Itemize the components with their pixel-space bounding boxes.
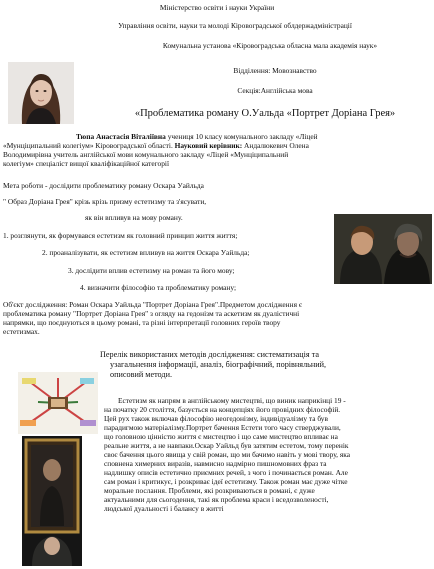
body-line-1: Естетизм як напрям в англійському мистецтві, що виник наприкінці 19 - <box>118 396 346 405</box>
task-4: 4. визначити філософію та проблематику роману; <box>80 283 237 292</box>
methods-line-1: Перелік використаних методів дослідження: систематизація та <box>100 350 320 359</box>
body-line-13: людської дуальності і балансу в житті <box>104 504 224 513</box>
author-name: Тюпа Анастасія Віталіївна <box>76 132 166 141</box>
aim-line-1: Мета роботи - дослідити проблематику роману Оскара Уайльда <box>3 181 204 190</box>
object-line-4: естетизмах. <box>3 327 40 336</box>
task-3: 3. дослідити вплив естетизму на роман та його мову; <box>68 266 235 275</box>
body-line-5: що головною цінністю життя є мистецтво і що саме мистецтво впливає на <box>104 432 338 441</box>
author-line-2 <box>3 141 309 150</box>
author-info-1: учениця 10 класу комунального закладу «Ліцей <box>165 132 318 141</box>
supervisor-label: Науковий керівник: <box>172 141 243 150</box>
aim-line-3: як він впливув на мову роману. <box>85 213 183 222</box>
division-line: Відділення: Мовознавство <box>233 66 317 75</box>
mind-map-image <box>18 372 98 434</box>
body-line-7: своє бачення цього явища у свій роман, що ми бачимо навіть у мові твору, яка <box>104 450 351 459</box>
page-title: «Проблематика роману О.Уальда «Портрет Доріана Грея» <box>134 108 396 119</box>
author-info-2: «Мунціципальний колегіум» Кіровоградської області. <box>3 141 173 150</box>
methods-line-2: узагальнення інформації, аналіз, біографічний, порівняльний, <box>110 360 327 369</box>
object-line-1: Об'єкт дослідження: Роман Оскара Уайльда "Портрет Доріана Грея".Предметом дослідження є <box>3 300 302 309</box>
body-line-4: парадигмою матеріалізму.Портрет бачення Естети того часу стверджували, <box>104 423 341 432</box>
body-line-9: надлишку описів естетично приємних речей, з чого і починається роман. Але <box>104 468 348 477</box>
methods-line-3: описовий методи. <box>110 370 172 379</box>
supervisor-name: Андалюкевич Олена <box>242 141 309 150</box>
task-1: 1. розглянути, як формувався естетизм як головний принцип життя життя; <box>3 231 238 240</box>
body-line-2: на початку 20 століття, базується на концепціях його провідних філософій. <box>104 405 341 414</box>
object-line-3: напрямки, що поєднуються в цьому романі, та різні інтерпретації головних героїв твору <box>3 318 281 327</box>
section-line: Секція:Англійська мова <box>237 86 313 95</box>
task-2: 2. проаналізувати, як естетизм впливув на життя Оскара Уайльда; <box>42 248 250 257</box>
aim-line-2: " Образ Доріана Грея" крізь крізь призму естетизму та з'ясувати, <box>3 197 207 206</box>
body-line-3: Цей рух також включав філософію неогедонізму, індивідуалізму та був <box>104 414 328 423</box>
body-line-8: сповнена химерних виразів, навмисно надмірно пишномовних фраз та <box>104 459 327 468</box>
body-line-10: сам роман і критикує, і розкриває ідеї естетизму. Також роман має дуже чітке <box>104 477 348 486</box>
author-line-4: колегіум» спеціаліст вищої кваліфікаційної категорії <box>3 159 169 168</box>
book-cover-image <box>22 436 82 566</box>
body-line-12: актуальними для сьогодення, такі як проблема краси і вседозволеності, <box>104 495 329 504</box>
body-line-11: моральне послання. Проблеми, які розкриваються в романі, є дуже <box>104 486 315 495</box>
author-line-1 <box>76 132 318 141</box>
institution-line: Комунальна установа «Кіровоградська обласна мала академія наук» <box>162 41 378 50</box>
object-line-2: проблематика роману "Портрет Доріана Грея" з огляду на гедонізм та аскетизм як дуалістичні <box>3 309 300 318</box>
department-line: Управління освіти, науки та молоді Кіровоградської облдержадміністрації <box>118 21 352 30</box>
author-line-3: Володимирівна учитель англійської мови комунального закладу «Ліцей «Мунціципальний <box>3 150 289 159</box>
author-photo <box>8 62 74 124</box>
dorian-gray-illustration <box>334 214 432 284</box>
body-line-6: реальне життя, а не навпаки.Оскар Уайльд був затятим естетом, тому перенік <box>104 441 349 450</box>
ministry-line: Міністерство освіти і науки України <box>159 3 275 12</box>
